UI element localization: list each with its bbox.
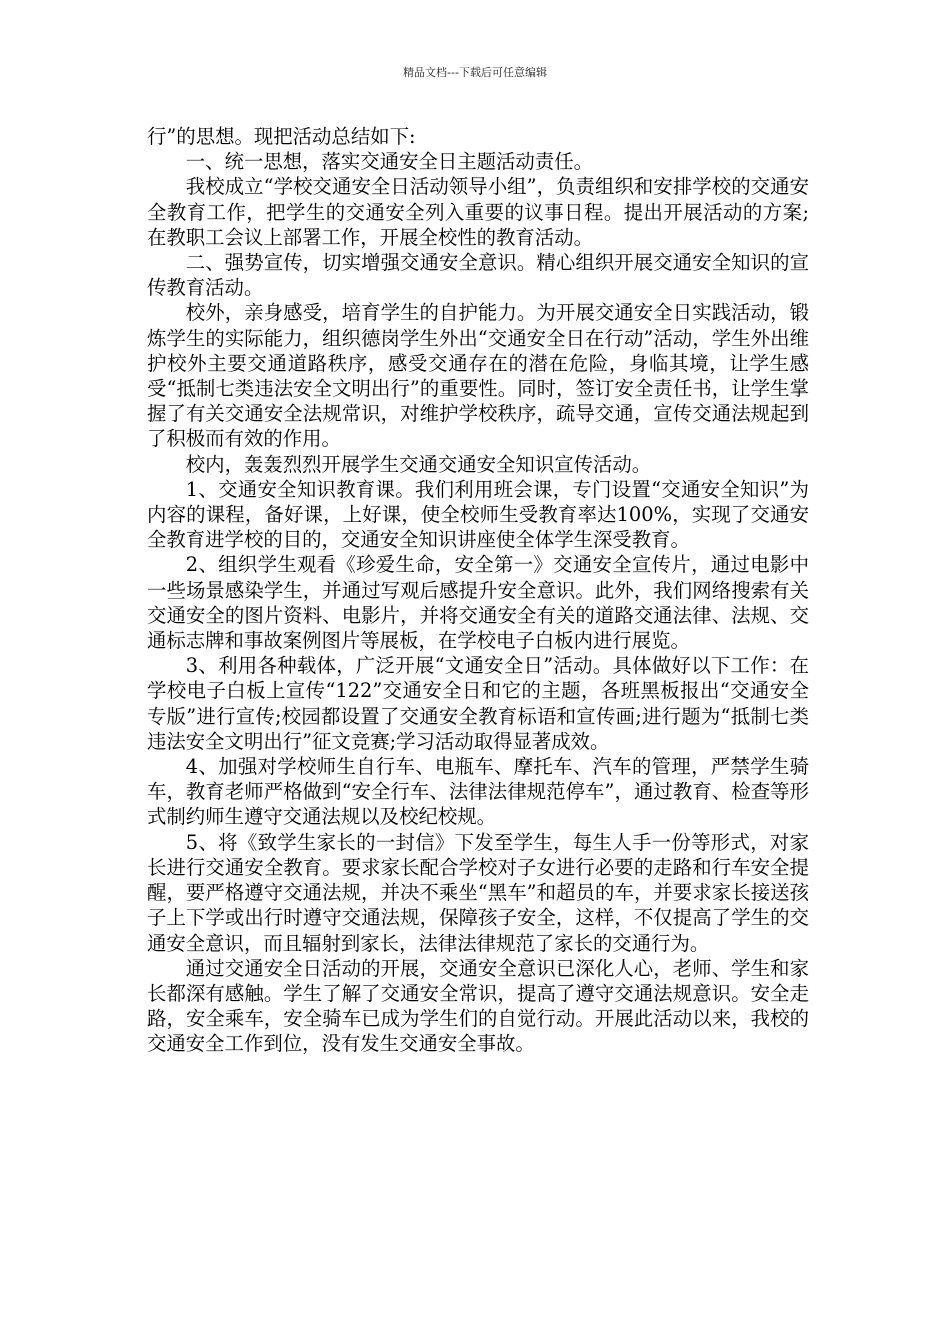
paragraph-item-4: 4、加强对学校师生自行车、电瓶车、摩托车、汽车的管理，严禁学生骑车，教育老师严格做到“安全行车、法律法律规范停车”，通过教育、检查等形式制约师生遵守交通法规以及校纪校规。: [147, 755, 809, 829]
paragraph-on-campus: 校内，轰轰烈烈开展学生交通交通安全知识宣传活动。: [185, 452, 652, 476]
paragraph-section-2-heading: 二、强势宣传，切实增强交通安全意识。精心组织开展交通安全知识的宣传教育活动。: [147, 251, 809, 300]
paragraph-off-campus: 校外，亲身感受，培育学生的自护能力。为开展交通安全日实践活动，锻炼学生的实际能力，组织德岗学生外出“交通安全日在行动”活动，学生外出维护校外主要交通道路秩序，感受交通存在的潜在危险，身临其境，让学生感受“抵制七类违法安全文明出行”的重要性。同时，签订安全责任书，让学生掌握了有关交通安全法规常识，对维护学校秩序，疏导交通，宣传交通法规起到了积极而有效的作用。: [147, 301, 809, 451]
paragraph-item-2: 2、组织学生观看《珍爱生命，安全第一》交通安全宣传片，通过电影中一些场景感染学生，并通过写观后感提升安全意识。此外，我们网络搜索有关交通安全的图片资料、电影片，并将交通安全有关的道路交通法律、法规、交通标志牌和事故案例图片等展板，在学校电子白板内进行展览。: [147, 553, 809, 653]
paragraph-conclusion: 通过交通安全日活动的开展，交通安全意识已深化人心，老师、学生和家长都深有感触。学生了解了交通安全常识，提高了遵守交通法规意识。安全走路，安全乘车，安全骑车已成为学生们的自觉行动。开展此活动以来，我校的交通安全工作到位，没有发生交通安全事故。: [147, 956, 809, 1056]
page-header: 精品文档---下载后可任意编辑: [403, 66, 547, 79]
paragraph-item-1: 1、交通安全知识教育课。我们利用班会课，专门设置“交通安全知识”为内容的课程，备好课，上好课，使全校师生受教育率达100%，实现了交通安全教育进学校的目的，交通安全知识讲座使全体学生深受教育。: [147, 477, 809, 552]
paragraph-item-3: 3、利用各种载体，广泛开展“文通安全日”活动。具体做好以下工作：在学校电子白板上宣传“122”交通安全日和它的主题，各班黑板报出“交通安全专版”进行宣传;校园都设置了交通安全教育标语和宣传画;进行题为“抵制七类违法安全文明出行”征文竞赛;学习活动取得显著成效。: [147, 654, 809, 753]
paragraph-leadership-group: 我校成立“学校交通安全日活动领导小组”，负责组织和安排学校的交通安全教育工作，把学生的交通安全列入重要的议事日程。提出开展活动的方案;在教职工会议上部署工作，开展全校性的教育活动。: [147, 175, 809, 249]
paragraph-section-1-heading: 一、统一思想，落实交通安全日主题活动责任。: [185, 150, 593, 174]
paragraph-continuation: 行”的思想。现把活动总结如下:: [147, 125, 416, 148]
document-body: [147, 124, 809, 1057]
paragraph-item-5: 5、将《致学生家长的一封信》下发至学生，每生人手一份等形式，对家长进行交通安全教育。要求家长配合学校对子女进行必要的走路和行车安全提醒，要严格遵守交通法规，并决不乘坐“黑车”和超员的车，并要求家长接送孩子上下学或出行时遵守交通法规，保障孩子安全，这样，不仅提高了学生的交通安全意识，而且辐射到家长，法律法律规范了家长的交通行为。: [147, 830, 809, 955]
